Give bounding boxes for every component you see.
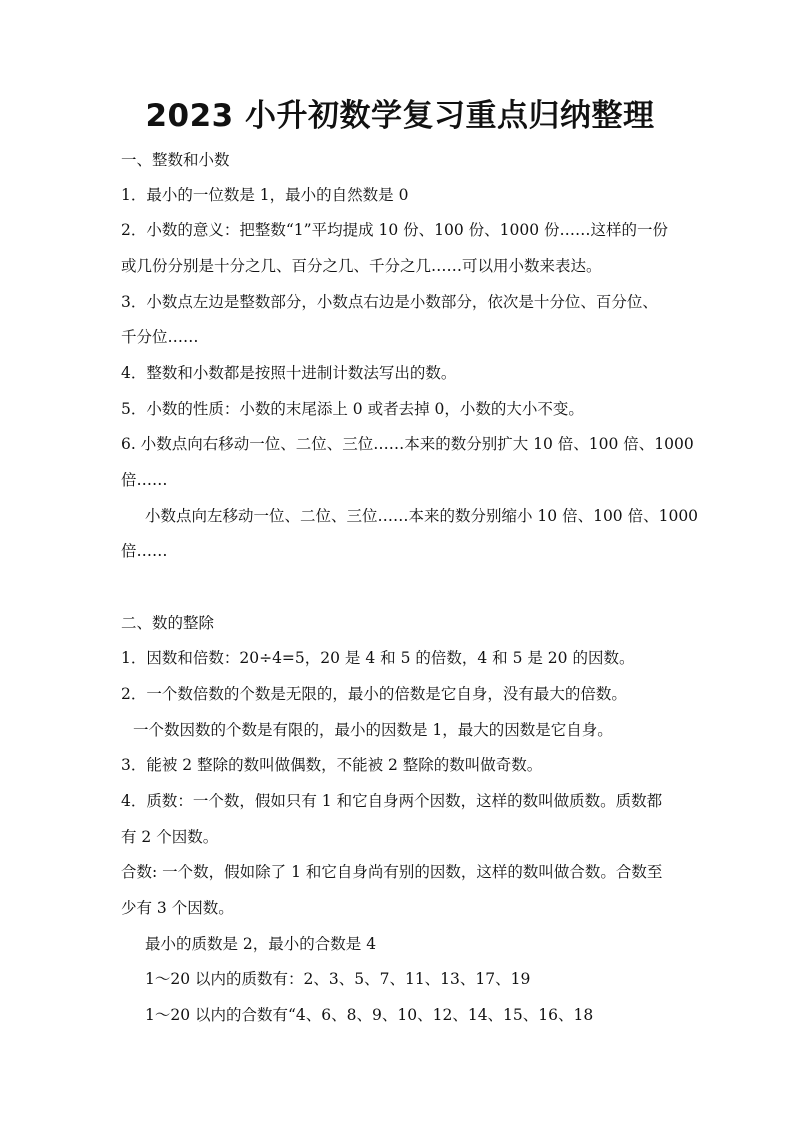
paragraph-line: 6. 小数点向右移动一位、二位、三位……本来的数分别扩大 10 倍、100 倍、1000 <box>121 435 694 453</box>
paragraph-line: 4．整数和小数都是按照十进制计数法写出的数。 <box>121 364 457 382</box>
document-title: 2023 小升初数学复习重点归纳整理 <box>145 98 655 134</box>
paragraph-line: 4．质数：一个数，假如只有 1 和它自身两个因数，这样的数叫做质数。质数都 <box>121 792 663 810</box>
paragraph-line: 1．因数和倍数：20÷4=5，20 是 4 和 5 的倍数，4 和 5 是 20 的因数。 <box>121 649 635 667</box>
paragraph-line: 1．最小的一位数是 1，最小的自然数是 0 <box>121 186 409 204</box>
paragraph-line: 1～20 以内的合数有“4、6、8、9、10、12、14、15、16、18 <box>145 1006 594 1024</box>
paragraph-line: 小数点向左移动一位、二位、三位……本来的数分别缩小 10 倍、100 倍、1000 <box>145 507 699 525</box>
paragraph-line: 倍…… <box>121 542 168 560</box>
paragraph-line: 少有 3 个因数。 <box>121 899 234 917</box>
paragraph-line: 3．小数点左边是整数部分，小数点右边是小数部分，依次是十分位、百分位、 <box>121 293 658 311</box>
paragraph-line: 1～20 以内的质数有：2、3、5、7、11、13、17、19 <box>145 970 531 988</box>
paragraph-line: 最小的质数是 2，最小的合数是 4 <box>145 935 377 953</box>
section-heading-integers-decimals: 一、整数和小数 <box>121 151 230 169</box>
paragraph-line: 倍…… <box>121 471 168 489</box>
paragraph-line: 2．小数的意义：把整数“1”平均提成 10 份、100 份、1000 份……这样的一份 <box>121 221 669 239</box>
paragraph-line: 千分位…… <box>121 328 199 346</box>
paragraph-line: 合数: 一个数，假如除了 1 和它自身尚有别的因数，这样的数叫做合数。合数至 <box>121 863 663 881</box>
paragraph-line: 2．一个数倍数的个数是无限的，最小的倍数是它自身，没有最大的倍数。 <box>121 685 627 703</box>
paragraph-line: 5．小数的性质：小数的末尾添上 0 或者去掉 0，小数的大小不变。 <box>121 400 584 418</box>
paragraph-line: 有 2 个因数。 <box>121 828 219 846</box>
paragraph-line: 3．能被 2 整除的数叫做偶数，不能被 2 整除的数叫做奇数。 <box>121 756 543 774</box>
section-heading-divisibility: 二、数的整除 <box>121 614 215 632</box>
paragraph-line: 一个数因数的个数是有限的，最小的因数是 1，最大的因数是它自身。 <box>133 721 613 739</box>
paragraph-line: 或几份分别是十分之几、百分之几、千分之几……可以用小数来表达。 <box>121 257 602 275</box>
